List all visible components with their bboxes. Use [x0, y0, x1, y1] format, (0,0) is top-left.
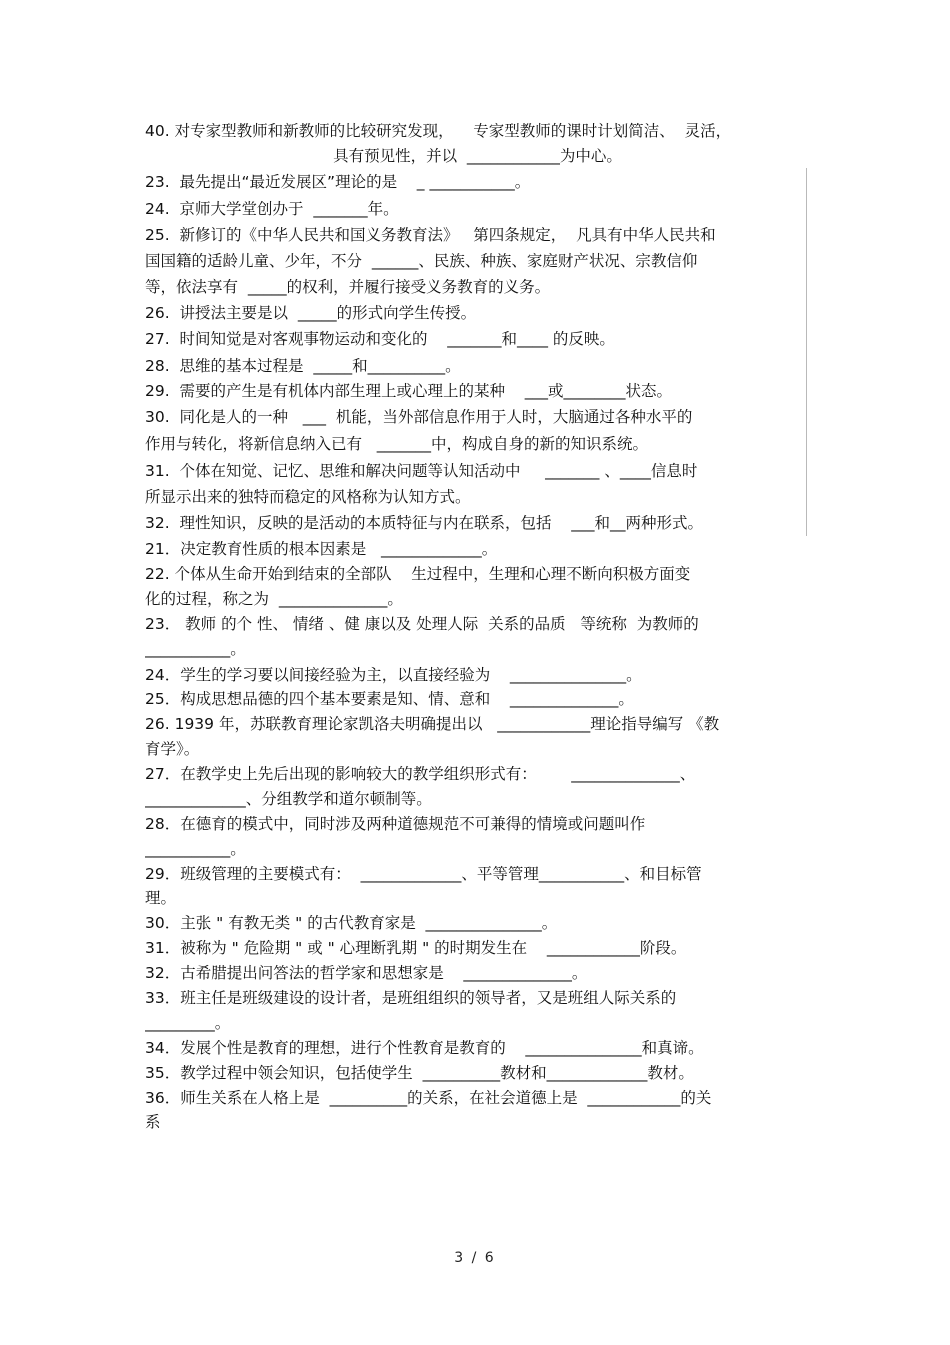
margin-rule	[806, 168, 807, 536]
text-line: 具有预见性，并以 ____________为中心。	[333, 147, 622, 165]
text-line: 24．学生的学习要以间接经验为主，以直接经验为 _______________。	[145, 666, 642, 684]
page-number: 3 / 6	[454, 1250, 496, 1266]
text-line: 24. 京师大学堂创办于 _______年。	[145, 200, 399, 218]
text-line: 21．决定教育性质的根本因素是 _____________。	[145, 540, 498, 558]
text-line: _____________、分组教学和道尔顿制等。	[145, 790, 432, 808]
text-line: 31. 个体在知觉、记忆、思维和解决问题等认知活动中 _______ 、____信息时	[145, 462, 698, 480]
text-line: 等，依法享有 _____的权利，并履行接受义务教育的义务。	[145, 278, 551, 296]
text-line: 23. 最先提出“最近发展区”理论的是 _ ___________。	[145, 173, 531, 191]
text-line: 25. 新修订的《中华人民共和国义务教育法》 第四条规定， 凡具有中华人民共和	[145, 226, 716, 244]
text-line: 25．构成思想品德的四个基本要素是知、情、意和 ______________。	[145, 690, 634, 708]
text-line: 27. 时间知觉是对客观事物运动和变化的 _______和____ 的反映。	[145, 330, 615, 348]
text-line: 28. 思维的基本过程是 _____和__________。	[145, 357, 461, 375]
text-line: 29．班级管理的主要模式有： _____________、平等管理___________、和目标管	[145, 865, 702, 883]
text-line: 理。	[145, 889, 177, 907]
text-line: _________。	[145, 1014, 231, 1032]
text-line: 育学》。	[145, 740, 200, 758]
text-line: 系	[145, 1113, 161, 1131]
text-line: 27．在教学史上先后出现的影响较大的教学组织形式有： ______________、	[145, 765, 696, 783]
text-line: ___________。	[145, 640, 246, 658]
text-line: 32. 理性知识，反映的是活动的本质特征与内在联系，包括 ___和__两种形式。	[145, 514, 703, 532]
text-line: 29. 需要的产生是有机体内部生理上或心理上的某种 ___或________状态。	[145, 382, 672, 400]
text-line: 32．古希腊提出问答法的哲学家和思想家是 ______________。	[145, 964, 588, 982]
text-line: 国国籍的适龄儿童、少年，不分 ______、民族、种族、家庭财产状况、宗教信仰	[145, 252, 698, 270]
text-line: ___________。	[145, 840, 246, 858]
text-line: 35．教学过程中领会知识，包括使学生 __________教材和_____________教材。	[145, 1064, 694, 1082]
text-line: 30．主张 " 有教无类 " 的古代教育家是 _______________。	[145, 914, 558, 932]
text-line: 作用与转化，将新信息纳入已有 _______中，构成自身的新的知识系统。	[145, 435, 649, 453]
text-line: 化的过程，称之为 ______________。	[145, 590, 403, 608]
text-line: 22. 个体从生命开始到结束的全部队 生过程中，生理和心理不断向积极方面变	[145, 565, 691, 583]
text-line: 26. 1939 年，苏联教育理论家凯洛夫明确提出以 ____________理论指导编写 《教	[145, 715, 720, 733]
text-line: 34．发展个性是教育的理想，进行个性教育是教育的 _______________和真谛。	[145, 1039, 704, 1057]
text-line: 40. 对专家型教师和新教师的比较研究发现， 专家型教师的课时计划简洁、 灵活，	[145, 122, 732, 140]
text-line: 31．被称为 " 危险期 " 或 " 心理断乳期 " 的时期发生在 ____________阶段。	[145, 939, 687, 957]
text-line: 28．在德育的模式中，同时涉及两种道德规范不可兼得的情境或问题叫作	[145, 815, 646, 833]
text-line: 所显示出来的独特而稳定的风格称为认知方式。	[145, 488, 471, 506]
text-line: 23． 教师 的个 性、 情绪 、健 康以及 处理人际 关系的品质 等统称 为教师的	[145, 615, 699, 633]
text-line: 33．班主任是班级建设的设计者，是班组组织的领导者，又是班组人际关系的	[145, 989, 677, 1007]
text-line: 36．师生关系在人格上是 __________的关系，在社会道德上是 ____________的关	[145, 1089, 712, 1107]
text-line: 30. 同化是人的一种 ___ 机能，当外部信息作用于人时，大脑通过各种水平的	[145, 408, 693, 426]
text-line: 26. 讲授法主要是以 _____的形式向学生传授。	[145, 304, 477, 322]
